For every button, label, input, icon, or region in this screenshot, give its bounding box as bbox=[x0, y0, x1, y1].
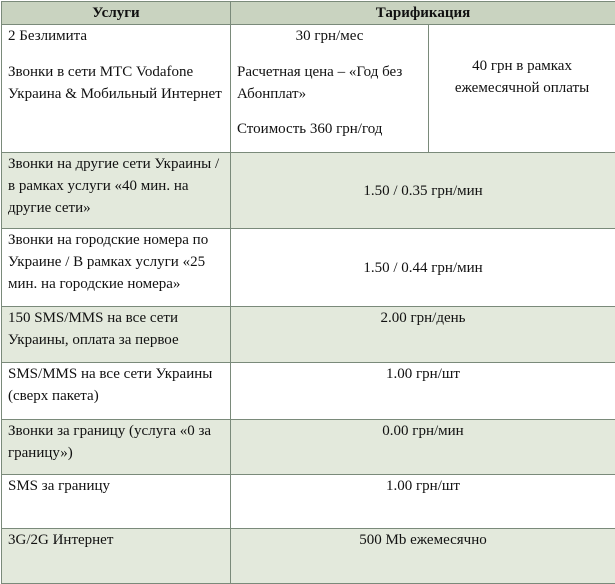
service-description: Звонки в сети МТС Vodafone Украина & Мобильный Интернет bbox=[8, 61, 224, 105]
table-row bbox=[2, 420, 615, 475]
header-tariff: Тарификация bbox=[231, 2, 615, 25]
service-cell: 3G/2G Интернет bbox=[2, 529, 231, 584]
table-row bbox=[2, 363, 615, 420]
table-row bbox=[2, 229, 615, 307]
table-header-row bbox=[2, 2, 615, 25]
table-row bbox=[2, 475, 615, 529]
price-cell: 2.00 грн/день bbox=[231, 307, 615, 363]
table-row bbox=[2, 25, 615, 153]
service-cell bbox=[2, 25, 231, 153]
monthly-alt-price: 40 грн в рамках ежемесячной оплаты bbox=[435, 55, 609, 99]
price-cell: 1.50 / 0.35 грн/мин bbox=[231, 153, 615, 229]
service-cell: 150 SMS/MMS на все сети Украины, оплата за первое bbox=[2, 307, 231, 363]
price-cell: 1.00 грн/шт bbox=[231, 363, 615, 420]
table-row bbox=[2, 153, 615, 229]
service-cell: Звонки на городские номера по Украине / В рамках услуги «25 мин. на городские номера» bbox=[2, 229, 231, 307]
tariff-table bbox=[1, 1, 615, 584]
price-cell: 500 Mb ежемесячно bbox=[231, 529, 615, 584]
year-price-cost: Стоимость 360 грн/год bbox=[237, 118, 422, 140]
header-services: Услуги bbox=[2, 2, 231, 25]
monthly-price: 30 грн/мес bbox=[237, 25, 422, 47]
service-cell: Звонки за границу (услуга «0 за границу») bbox=[2, 420, 231, 475]
year-price-label: Расчетная цена – «Год без Абонплат» bbox=[237, 61, 422, 105]
price-cell: 0.00 грн/мин bbox=[231, 420, 615, 475]
price-cell: 1.00 грн/шт bbox=[231, 475, 615, 529]
table-row bbox=[2, 307, 615, 363]
monthly-alt-cell bbox=[429, 25, 615, 153]
service-cell: Звонки на другие сети Украины / в рамках услуги «40 мин. на другие сети» bbox=[2, 153, 231, 229]
table-row bbox=[2, 529, 615, 584]
service-title: 2 Безлимита bbox=[8, 25, 224, 47]
service-cell: SMS/MMS на все сети Украины (сверх пакета) bbox=[2, 363, 231, 420]
price-cell bbox=[231, 25, 429, 153]
price-cell: 1.50 / 0.44 грн/мин bbox=[231, 229, 615, 307]
service-cell: SMS за границу bbox=[2, 475, 231, 529]
